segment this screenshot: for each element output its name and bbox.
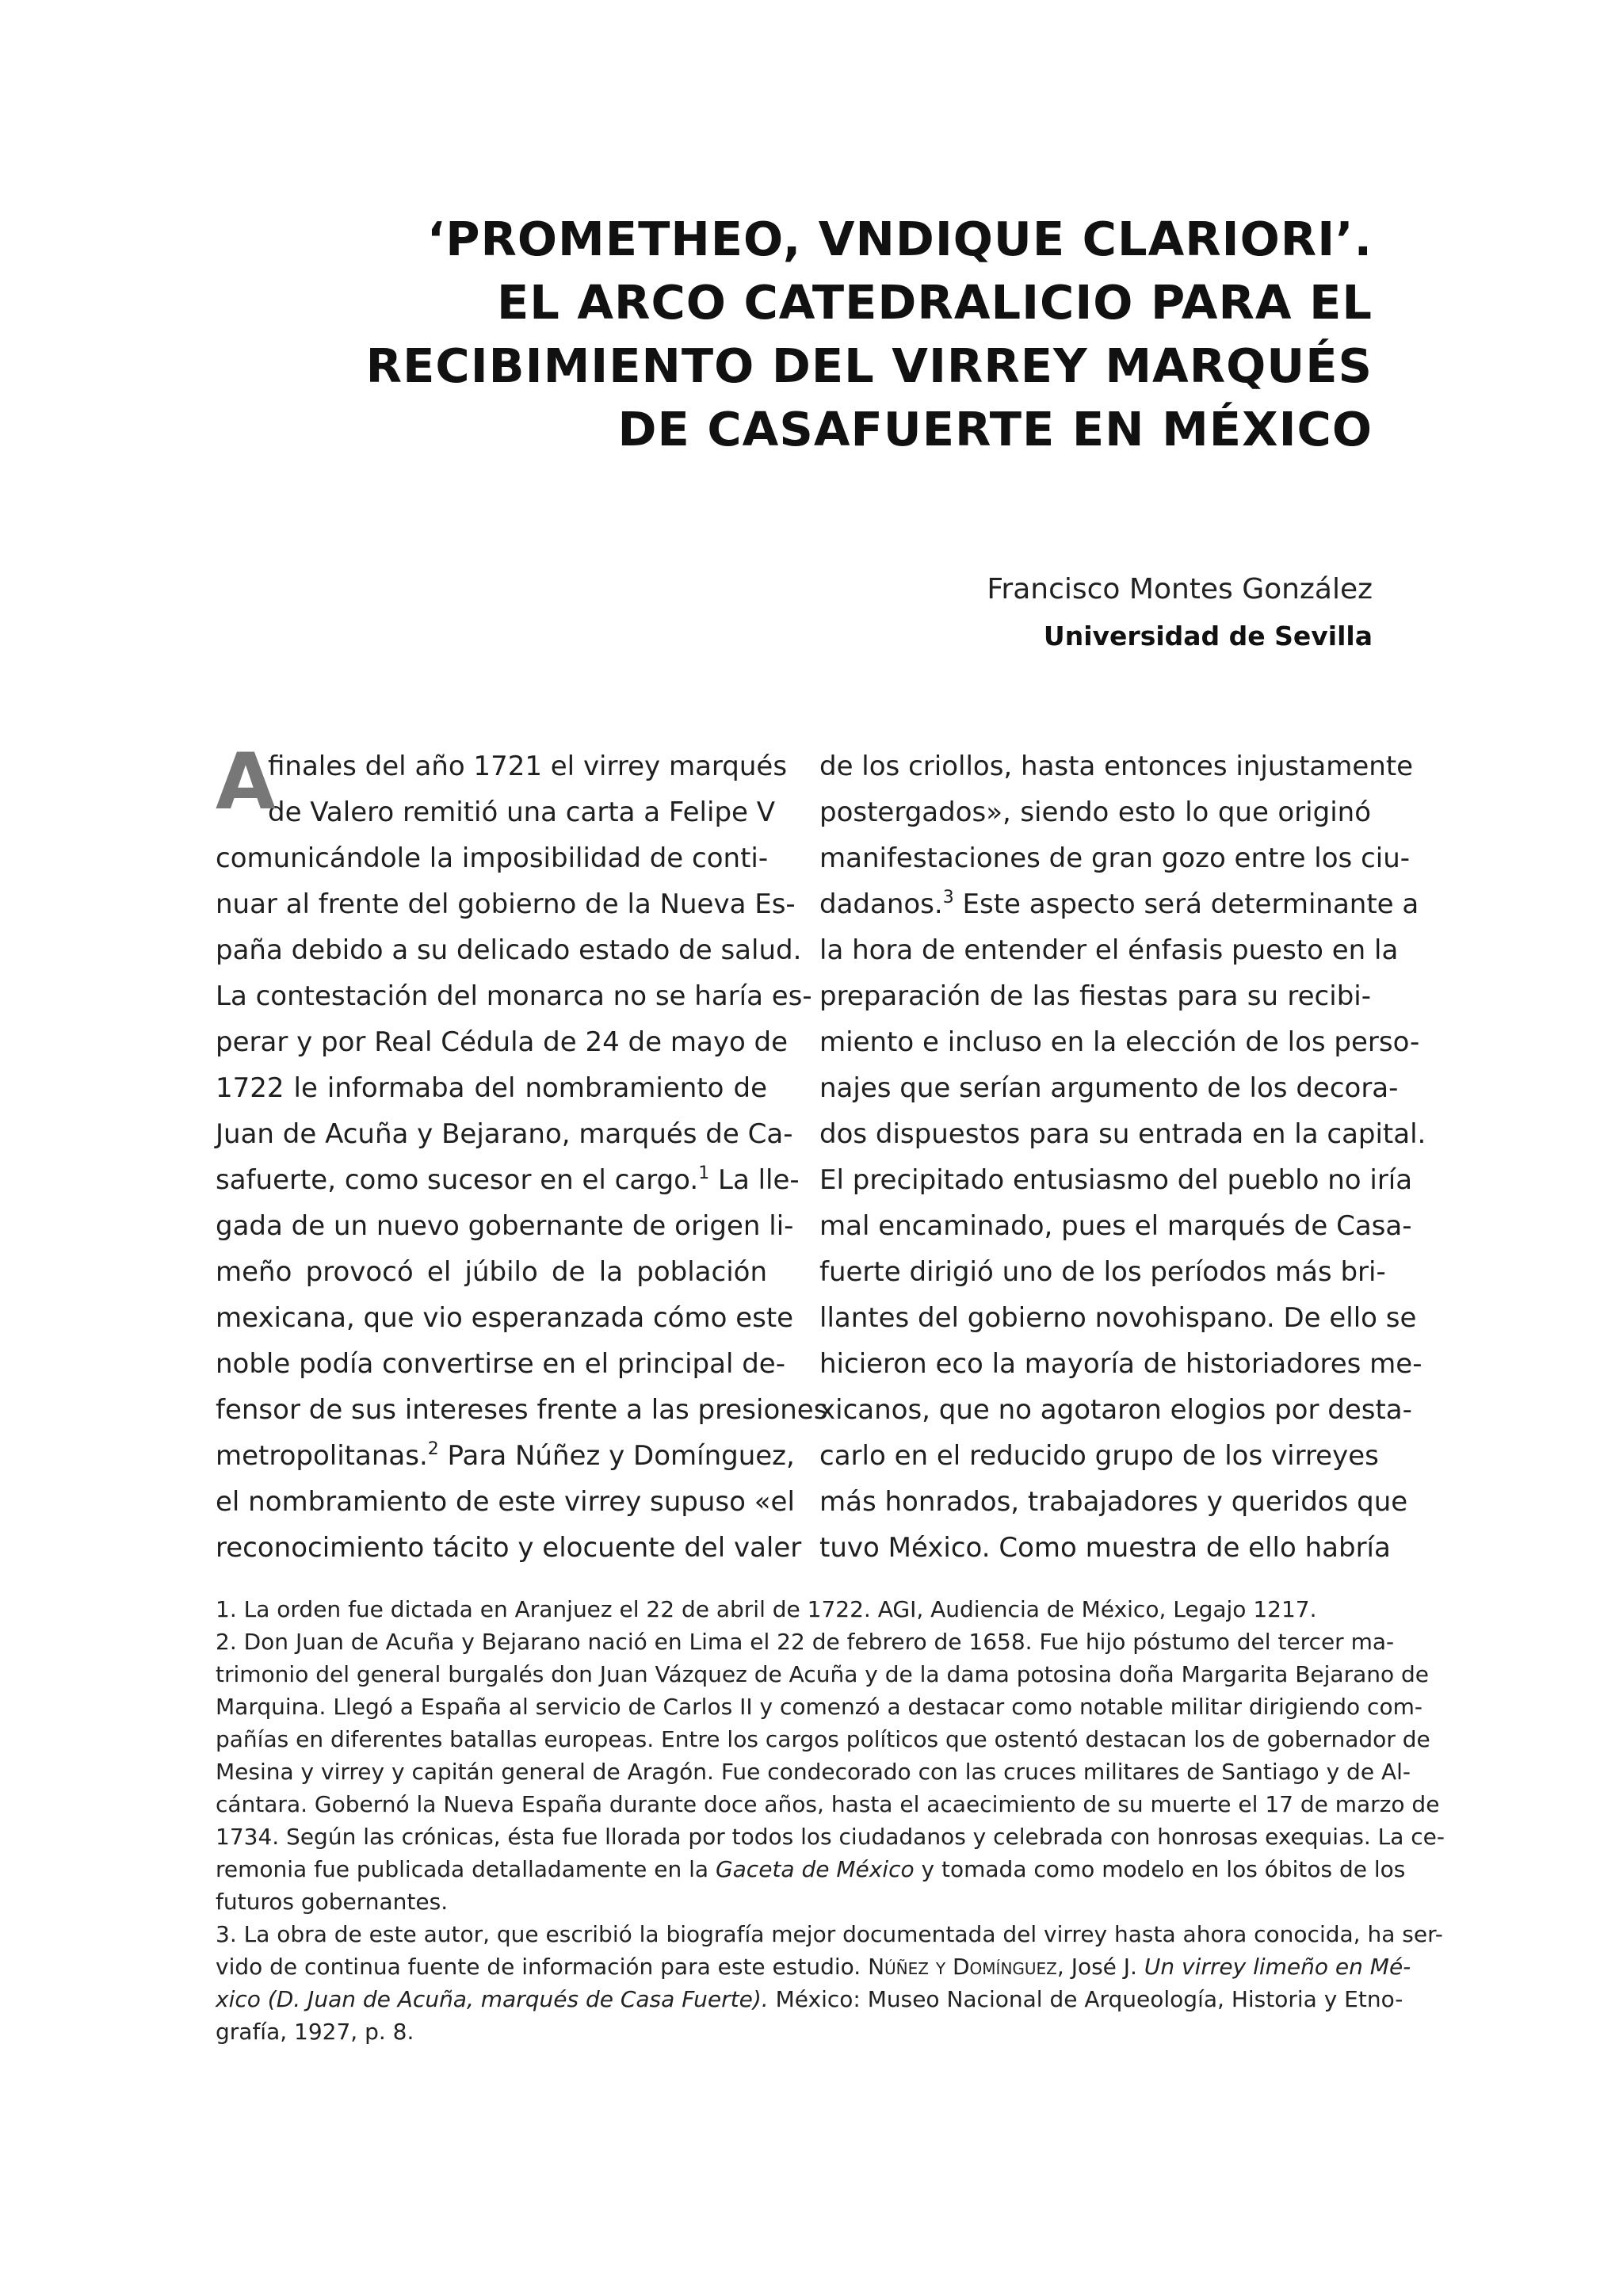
body-line: dos dispuestos para su entrada en la capital. [819,1118,1426,1150]
article-title [341,208,1373,461]
body-line: de Valero remitió una carta a Felipe V [268,797,776,828]
footnote-2 [216,1626,1445,1918]
footnote-1 [216,1593,1373,1626]
body-line: El precipitado entusiasmo del pueblo no iría [819,1164,1413,1196]
body-line: La contestación del monarca no se haría es- [216,980,812,1012]
footnote-italic-title: Un virrey limeño en Mé- [1144,1954,1411,1980]
author-name: Francisco Montes González [987,573,1373,606]
body-line: paña debido a su delicado estado de salud. [216,934,802,966]
body-line: de los criollos, hasta entonces injustamente [819,751,1414,782]
body-line: postergados», siendo esto lo que originó [819,797,1371,828]
footnote-text: remonia fue publicada detalladamente en la [216,1856,716,1882]
body-line: mal encaminado, pues el marqués de Casa- [819,1210,1412,1242]
body-line: fensor de sus intereses frente a las presiones [216,1394,828,1426]
body-line: perar y por Real Cédula de 24 de mayo de [216,1026,789,1058]
footnote-line: Marquina. Llegó a España al servicio de Carlos II y comenzó a destacar como notable militar dirigiendo com- [216,1694,1423,1720]
footnote-line: trimonio del general burgalés don Juan Vázquez de Acuña y de la dama potosina doña Margarita Bejarano de [216,1661,1430,1687]
title-line: ‘PROMETHEO, VNDIQUE CLARIORI’. [426,212,1373,266]
body-text: dadanos. [819,888,943,920]
author-affiliation: Universidad de Sevilla [1043,621,1373,651]
footnote-line: Mesina y virrey y capitán general de Aragón. Fue condecorado con las cruces militares de Santiago y de Al- [216,1759,1411,1785]
footnote-line [216,1950,1411,1983]
body-line: fuerte dirigió uno de los períodos más bri- [819,1256,1386,1288]
body-text: metropolitanas. [216,1440,428,1472]
body-line: carlo en el reducido grupo de los virreyes [819,1440,1379,1472]
body-text: safuerte, como sucesor en el cargo. [216,1164,699,1196]
title-line: DE CASAFUERTE EN MÉXICO [617,402,1373,457]
footnote-3 [216,1918,1443,2048]
footnote-line [216,1853,1406,1885]
body-text: Para Núñez y Domínguez, [438,1440,795,1472]
footnote-text: vido de continua fuente de información para este estudio. [216,1954,869,1980]
body-line [216,1157,800,1203]
body-line: gada de un nuevo gobernante de origen li- [216,1210,794,1242]
footnote-ref-2[interactable]: 2 [427,1439,439,1459]
body-text: La lle- [709,1164,800,1196]
footnote-line: cántara. Gobernó la Nueva España durante doce años, hasta el acaecimiento de su muerte el 17 de marzo de [216,1791,1440,1817]
body-line: noble podía convertirse en el principal de- [216,1348,785,1380]
body-line [216,1433,795,1479]
body-line [819,881,1419,927]
body-line: reconocimiento tácito y elocuente del valer [216,1532,802,1564]
body-line: najes que serían argumento de los decora- [819,1072,1399,1104]
body-line: llantes del gobierno novohispano. De ello se [819,1302,1417,1334]
body-line: el nombramiento de este virrey supuso «el [216,1486,795,1518]
footnote-text: México: Museo Nacional de Arqueología, Historia y Etno- [768,1986,1403,2012]
body-line: más honrados, trabajadores y queridos que [819,1486,1408,1518]
title-line: RECIBIMIENTO DEL VIRREY MARQUÉS [365,338,1373,393]
body-line: finales del año 1721 el virrey marqués [268,751,788,782]
body-line: 1722 le informaba del nombramiento de [216,1072,767,1104]
body-line: xicanos, que no agotaron elogios por desta- [819,1394,1412,1426]
footnote-text: , José J. [1056,1954,1144,1980]
footnote-line: 3. La obra de este autor, que escribió la biografía mejor documentada del virrey hasta ahora conocida, ha ser- [216,1921,1443,1947]
body-text: Este aspecto será determinante a [953,888,1419,920]
body-line: preparación de las fiestas para su recibi- [819,980,1371,1012]
title-line: EL ARCO CATEDRALICIO PARA EL [496,275,1373,330]
footnote-line: pañías en diferentes batallas europeas. Entre los cargos políticos que ostentó destacan los de gobernador de [216,1726,1430,1752]
footnote-author-smallcaps: Núñez y Domínguez [868,1954,1057,1980]
footnote-ref-3[interactable]: 3 [942,888,954,907]
footnote-italic-title: xico (D. Juan de Acuña, marqués de Casa Fuerte). [216,1986,769,2012]
footnote-line: futuros gobernantes. [216,1889,449,1915]
body-line: mexicana, que vio esperanzada cómo este [216,1302,794,1334]
body-line: nuar al frente del gobierno de la Nueva Es- [216,888,796,920]
body-line: comunicándole la imposibilidad de conti- [216,842,769,874]
drop-cap: A [216,737,276,827]
body-line: la hora de entender el énfasis puesto en la [819,934,1399,966]
body-line: meño provocó el júbilo de la población [216,1256,767,1288]
footnote-line: 2. Don Juan de Acuña y Bejarano nació en Lima el 22 de febrero de 1658. Fue hijo póstumo del tercer ma- [216,1629,1395,1655]
body-column-left [216,737,828,1571]
footnote-line: 1. La orden fue dictada en Aranjuez el 22 de abril de 1722. AGI, Audiencia de México, Legajo 1217. [216,1596,1317,1622]
body-line: manifestaciones de gran gozo entre los ciu- [819,842,1411,874]
footnote-line: 1734. Según las crónicas, ésta fue llorada por todos los ciudadanos y celebrada con honrosas exequias. La ce- [216,1824,1445,1850]
footnote-line [216,1983,1403,2015]
body-column-right [819,743,1426,1571]
footnote-italic-title: Gaceta de México [715,1856,915,1882]
footnote-ref-1[interactable]: 1 [698,1163,710,1183]
footnote-text: y tomada como modelo en los óbitos de los [914,1856,1406,1882]
body-line: tuvo México. Como muestra de ello habría [819,1532,1391,1564]
footnotes [216,1593,1445,2048]
footnote-line: grafía, 1927, p. 8. [216,2019,414,2045]
body-line: Juan de Acuña y Bejarano, marqués de Ca- [216,1118,793,1150]
body-line: hicieron eco la mayoría de historiadores me- [819,1348,1423,1380]
body-line: miento e incluso en la elección de los perso- [819,1026,1420,1058]
